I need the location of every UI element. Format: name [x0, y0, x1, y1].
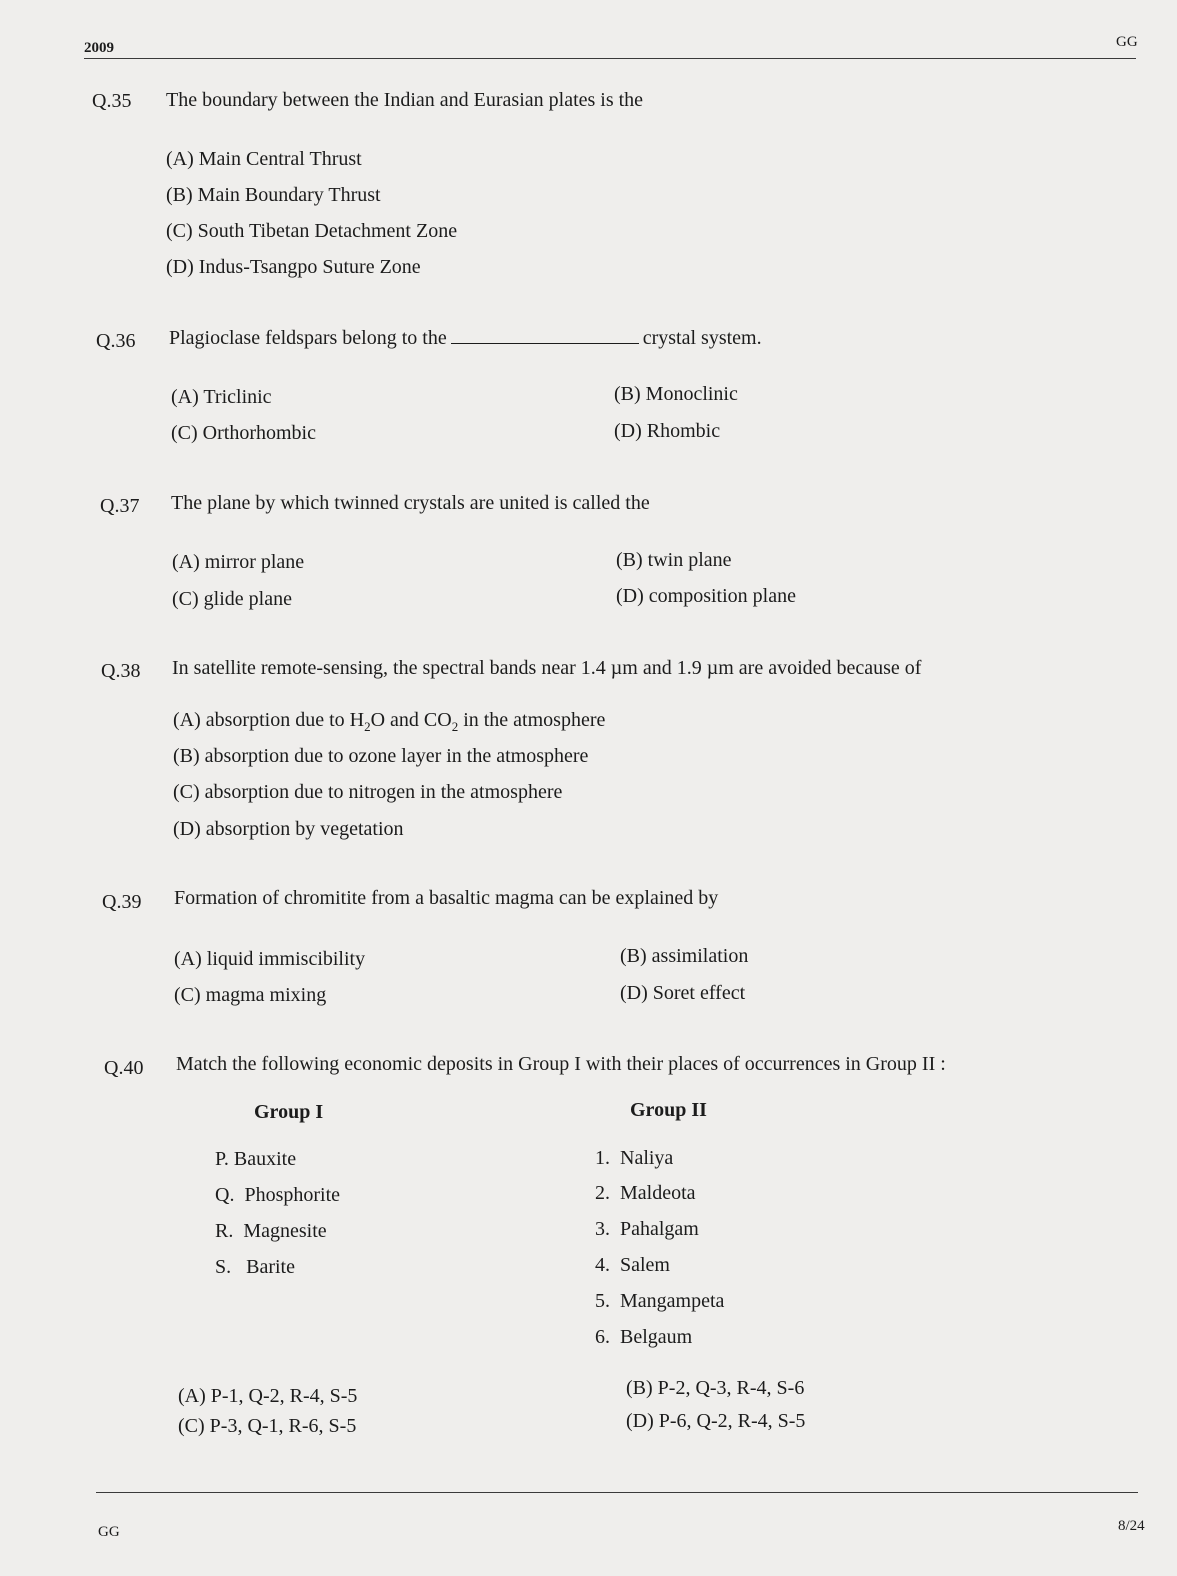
item-value: Salem: [620, 1254, 670, 1276]
question-number: Q.39: [102, 891, 142, 913]
item-value: Maldeota: [620, 1182, 696, 1204]
item-key: Q.: [215, 1184, 235, 1206]
group-2-item: [595, 1218, 699, 1241]
question-text: Match the following economic deposits in Group I with their places of occurrences in Group II :: [176, 1053, 946, 1075]
question-number: Q.36: [96, 330, 136, 352]
option-b: (B) absorption due to ozone layer in the atmosphere: [173, 745, 589, 767]
option-a: (A) Triclinic: [171, 386, 272, 408]
item-key: R.: [215, 1220, 234, 1242]
group-2-title: Group II: [630, 1099, 707, 1121]
option-a: (A) mirror plane: [172, 551, 305, 573]
item-value: Phosphorite: [244, 1184, 341, 1206]
item-key: 1.: [595, 1147, 610, 1169]
group-2-item: [595, 1326, 692, 1349]
footer-rule: [96, 1492, 1138, 1493]
subscript-2: 2: [451, 719, 459, 734]
item-key: S.: [215, 1256, 232, 1278]
question-text: Formation of chromitite from a basaltic magma can be explained by: [174, 887, 719, 909]
option-b: (B) Main Boundary Thrust: [166, 184, 381, 206]
question-number: Q.40: [104, 1057, 144, 1079]
option-a: [173, 709, 605, 735]
option-a-text-3: in the atmosphere: [458, 709, 606, 731]
option-c: (C) magma mixing: [174, 984, 327, 1006]
header-year: 2009: [84, 40, 114, 56]
item-value: Mangampeta: [620, 1290, 725, 1312]
option-d: (D) P-6, Q-2, R-4, S-5: [626, 1410, 806, 1432]
option-a-text-2: O and CO: [370, 709, 452, 731]
item-key: 3.: [595, 1218, 610, 1240]
footer-paper-code: GG: [98, 1524, 120, 1540]
option-b: (B) twin plane: [616, 549, 732, 571]
question-number: Q.38: [101, 660, 141, 682]
group-1-item: [215, 1256, 295, 1279]
question-text: The boundary between the Indian and Eurasian plates is the: [166, 89, 644, 111]
item-key: P.: [215, 1148, 229, 1170]
item-value: Barite: [246, 1256, 295, 1278]
group-1-item: [215, 1184, 340, 1207]
item-key: 2.: [595, 1182, 610, 1204]
option-b: (B) P-2, Q-3, R-4, S-6: [626, 1377, 805, 1399]
group-2-item: [595, 1182, 696, 1205]
option-d: (D) composition plane: [616, 585, 796, 607]
question-text-before: Plagioclase feldspars belong to the: [169, 327, 447, 349]
item-value: Naliya: [620, 1147, 674, 1169]
option-c: (C) P-3, Q-1, R-6, S-5: [178, 1415, 357, 1437]
option-a: (A) liquid immiscibility: [174, 948, 366, 970]
question-text: In satellite remote-sensing, the spectral bands near 1.4 µm and 1.9 µm are avoided because of: [172, 657, 922, 679]
answer-blank: [451, 329, 639, 344]
group-1-item: [215, 1220, 327, 1243]
group-1-title: Group I: [254, 1101, 324, 1123]
page-number: 8/24: [1118, 1518, 1145, 1534]
option-d: (D) Indus-Tsangpo Suture Zone: [166, 256, 421, 278]
item-value: Magnesite: [243, 1220, 327, 1242]
option-a-text-1: (A) absorption due to H: [173, 709, 365, 731]
option-d: (D) absorption by vegetation: [173, 818, 404, 840]
header-paper-code: GG: [1116, 34, 1138, 50]
option-b: (B) Monoclinic: [614, 383, 738, 405]
item-key: 4.: [595, 1254, 610, 1276]
question-number: Q.35: [92, 90, 132, 112]
option-c: (C) glide plane: [172, 588, 292, 610]
header-rule: [84, 58, 1136, 59]
item-value: Bauxite: [233, 1148, 297, 1170]
option-a: (A) Main Central Thrust: [166, 148, 362, 170]
group-2-item: [595, 1290, 724, 1313]
question-text: [169, 327, 762, 350]
item-key: 5.: [595, 1290, 610, 1312]
question-text-after: crystal system.: [642, 327, 762, 349]
subscript-2: 2: [364, 719, 371, 734]
option-b: (B) assimilation: [620, 945, 749, 967]
item-value: Pahalgam: [620, 1218, 699, 1240]
option-c: (C) absorption due to nitrogen in the atmosphere: [173, 781, 563, 803]
group-2-item: [595, 1147, 673, 1170]
option-d: (D) Rhombic: [614, 420, 721, 442]
group-1-item: [215, 1148, 296, 1171]
option-c: (C) South Tibetan Detachment Zone: [166, 220, 458, 242]
item-value: Belgaum: [620, 1326, 693, 1348]
question-number: Q.37: [100, 495, 140, 517]
option-d: (D) Soret effect: [620, 982, 746, 1004]
group-2-item: [595, 1254, 670, 1277]
item-key: 6.: [595, 1326, 610, 1348]
option-c: (C) Orthorhombic: [171, 422, 316, 444]
option-a: (A) P-1, Q-2, R-4, S-5: [178, 1385, 358, 1407]
question-text: The plane by which twinned crystals are united is called the: [171, 492, 650, 514]
